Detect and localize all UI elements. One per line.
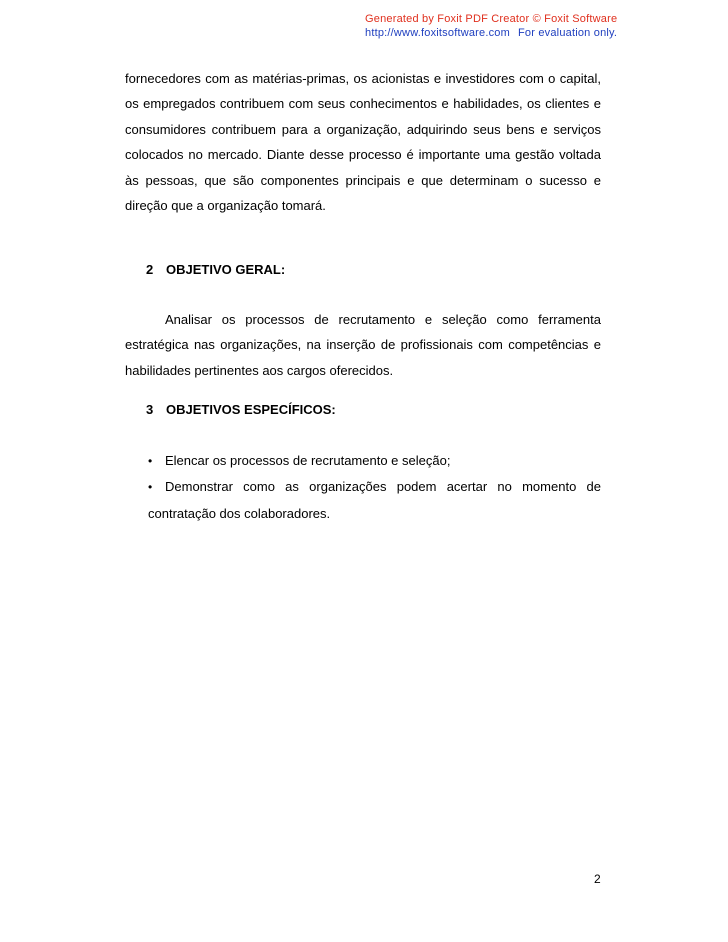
section-title: OBJETIVO GERAL: (166, 262, 286, 277)
section-number: 2 (146, 262, 154, 277)
section-number: 3 (146, 402, 154, 417)
section-title: OBJETIVOS ESPECÍFICOS: (166, 402, 336, 417)
watermark-generator-text: Generated by Foxit PDF Creator © Foxit Software (365, 13, 618, 25)
intro-paragraph: fornecedores com as matérias-primas, os acionistas e investidores com o capital, os empregados contribuem com seus conhecimentos e habilidades, os clientes e consumidores contribuem para a organização, adquirindo seus bens e serviços colocados no mercado. Diante desse processo é importante uma gestão voltada às pessoas, que são componentes principais e que determinam o sucesso e direção que a organização tomará. (125, 71, 601, 214)
objetivo-geral-paragraph (125, 307, 601, 383)
bullet-icon: • (148, 480, 153, 495)
list-item (148, 448, 601, 474)
section-heading-objetivo-geral (146, 262, 285, 277)
bullet-icon: • (148, 454, 153, 468)
objetivos-especificos-list (148, 448, 601, 526)
list-item-text: Demonstrar como as organizações podem acertar no momento de contratação dos colaboradores. (148, 479, 601, 521)
list-item-text: Elencar os processos de recrutamento e seleção; (165, 453, 451, 468)
list-item (148, 474, 601, 526)
watermark-url: http://www.foxitsoftware.com (365, 27, 510, 39)
objetivo-geral-text: Analisar os processos de recrutamento e seleção como ferramenta estratégica nas organizações, na inserção de profissionais com competências e habilidades pertinentes aos cargos oferecidos. (125, 312, 601, 378)
foxit-watermark (365, 12, 617, 40)
section-heading-objetivos-especificos (146, 402, 336, 417)
watermark-url-line (365, 26, 617, 40)
page-number: 2 (594, 872, 601, 886)
watermark-evaluation-note: For evaluation only. (517, 27, 618, 39)
